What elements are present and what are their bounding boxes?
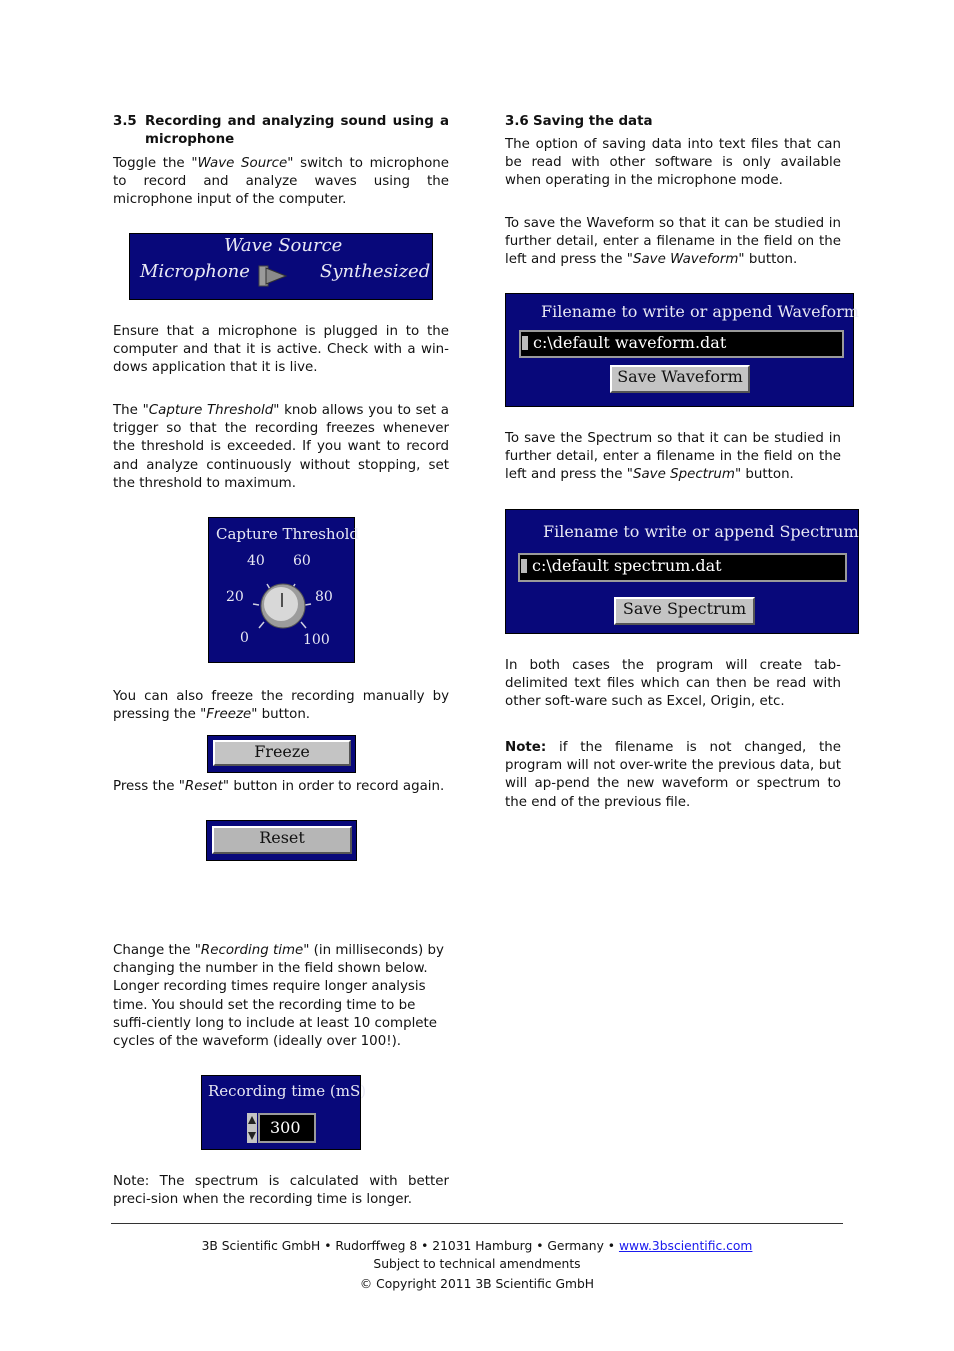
paragraph-save-waveform: To save the Waveform so that it can be studied in further detail, enter a filename in the field on the left and press the "Save Waveform" button. bbox=[505, 216, 841, 268]
waveform-panel-title: Filename to write or append Waveform bbox=[541, 302, 859, 321]
tick-label-0: 0 bbox=[240, 630, 249, 646]
save-waveform-button[interactable]: Save Waveform bbox=[610, 365, 750, 393]
section-3-5-heading bbox=[113, 113, 449, 149]
paragraph-reset: Press the "Reset" button in order to record again. bbox=[113, 779, 445, 794]
footer-amendments: Subject to technical amendments bbox=[373, 1257, 581, 1271]
recording-time-input[interactable]: 300 bbox=[258, 1113, 316, 1143]
paragraph-recording-time: Change the "Recording time" (in milliseconds) by changing the number in the field shown below. Longer recording times require longer analysis time. You should set the recording time to be suffi-ciently long to include at least 10 complete cycles of the waveform (ideally over 100!). bbox=[113, 943, 444, 1050]
save-spectrum-button[interactable]: Save Spectrum bbox=[614, 597, 755, 625]
reset-button[interactable]: Reset bbox=[212, 826, 352, 854]
waveform-filename-input[interactable]: c:\default waveform.dat bbox=[519, 330, 844, 358]
microphone-label: Microphone bbox=[140, 261, 250, 282]
tick-label-80: 80 bbox=[315, 589, 333, 605]
paragraph-capture-threshold: The "Capture Threshold" knob allows you to set a trigger so that the recording freezes whenever the threshold is exceeded. If you want to record and analyze continuously without stopping, set the threshold to maximum. bbox=[113, 403, 449, 491]
recording-time-panel bbox=[201, 1075, 367, 1150]
footer-address: 3B Scientific GmbH • Rudorffweg 8 • 21031 Hamburg • Germany • www.3bscientific.com bbox=[201, 1239, 753, 1253]
toggle-switch-icon[interactable] bbox=[258, 264, 288, 288]
tick-label-100: 100 bbox=[303, 632, 330, 648]
footer-copyright: © Copyright 2011 3B Scientific GmbH bbox=[359, 1277, 595, 1291]
section-number: 3.5 bbox=[113, 114, 137, 129]
spinner-arrows-icon[interactable] bbox=[247, 1113, 257, 1143]
tick-label-20: 20 bbox=[226, 589, 244, 605]
field-grip-icon bbox=[522, 336, 528, 350]
paragraph-spectrum-note: Note: The spectrum is calculated with better preci-sion when the recording time is longer. bbox=[113, 1174, 449, 1208]
footer-divider bbox=[111, 1223, 843, 1224]
paragraph-save-spectrum: To save the Spectrum so that it can be studied in further detail, enter a filename in the field on the left and press the "Save Spectrum" button. bbox=[505, 431, 841, 483]
section-3-6-heading bbox=[505, 113, 841, 131]
paragraph-microphone-check: Ensure that a microphone is plugged in to the computer and that it is active. Check with a win-dows application that it is live. bbox=[113, 324, 449, 376]
section-number: 3.6 bbox=[505, 114, 529, 129]
synthesized-label: Synthesized bbox=[320, 261, 431, 282]
section-title: Recording and analyzing sound using a microphone bbox=[145, 114, 449, 148]
capture-threshold-panel bbox=[208, 517, 360, 663]
capture-threshold-title: Capture Threshold bbox=[216, 525, 360, 543]
freeze-button-frame bbox=[207, 735, 356, 773]
paragraph-tab-delimited: In both cases the program will create tab-delimited text files which can then be read with other soft-ware such as Excel, Origin, etc. bbox=[505, 658, 841, 710]
wave-source-title: Wave Source bbox=[224, 235, 343, 256]
reset-button-frame bbox=[206, 820, 357, 861]
waveform-save-panel bbox=[505, 293, 859, 407]
paragraph-note-overwrite: Note: if the filename is not changed, the program will not over-write the previous data, but will ap-pend the new waveform or spectrum to the end of the previous file. bbox=[505, 740, 841, 810]
tick-label-40: 40 bbox=[247, 553, 265, 569]
tick-label-60: 60 bbox=[293, 553, 311, 569]
paragraph-freeze: You can also freeze the recording manually by pressing the "Freeze" button. bbox=[113, 689, 449, 723]
section-title: Saving the data bbox=[533, 114, 653, 129]
threshold-knob[interactable] bbox=[245, 576, 321, 636]
spectrum-filename-input[interactable]: c:\default spectrum.dat bbox=[518, 553, 847, 582]
paragraph-saving-option: The option of saving data into text files that can be read with other software is only available when operating in the microphone mode. bbox=[505, 137, 841, 189]
spectrum-panel-title: Filename to write or append Spectrum bbox=[543, 522, 859, 541]
wave-source-switch[interactable] bbox=[129, 233, 433, 300]
paragraph-wave-source: Toggle the "Wave Source" switch to microphone to record and analyze waves using the microphone input of the computer. bbox=[113, 156, 450, 208]
website-link[interactable]: www.3bscientific.com bbox=[618, 1239, 753, 1253]
field-grip-icon bbox=[521, 559, 527, 573]
spectrum-save-panel bbox=[505, 509, 859, 634]
freeze-button[interactable]: Freeze bbox=[213, 740, 351, 766]
recording-time-title: Recording time (mS) bbox=[208, 1082, 367, 1100]
